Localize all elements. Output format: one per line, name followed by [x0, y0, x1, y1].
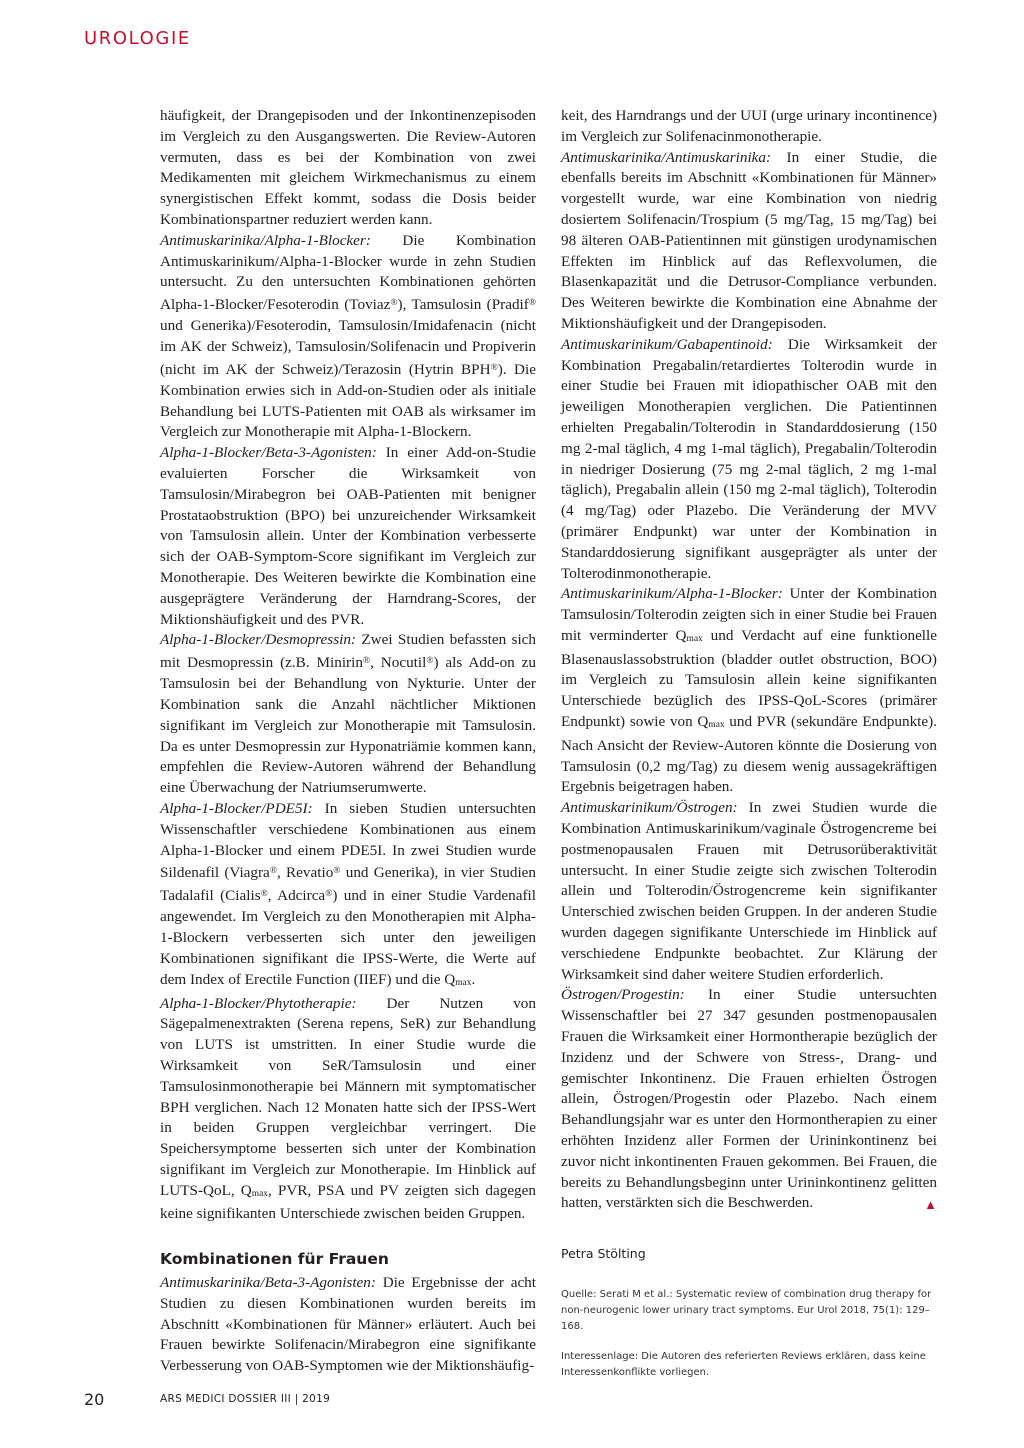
paragraph: Antimuskarinika/Beta-3-Agonisten: Die Ergebnisse der acht Studien zu diesen Kombinationen wurden bereits im Abschnitt «Kombinationen für Männer» erläutert. Auch bei Frauen bewirkte Solifenacin/Mirabegron eine signifikante Verbesserung von OAB-Symptomen wie der Miktionshäufig-: [160, 1274, 536, 1375]
paragraph: häufigkeit, der Drangepisoden und der Inkontinenzepisoden im Vergleich zu den Ausgangswerten. Die Review-Autoren vermuten, dass es bei der Kombination von zwei Medikamenten mit gleichem Wirkmechanismus zu einem synergistischen Effekt kommt, sodass die Dosis beider Kombinationspartner reduziert werden kann.: [160, 107, 536, 228]
subheading-inline: Alpha-1-Blocker/Desmopressin:: [160, 631, 356, 649]
section-heading: Kombinationen für Frauen: [160, 1250, 389, 1269]
subheading-inline: Antimuskarinikum/Alpha-1-Blocker:: [561, 585, 783, 603]
paragraph: Antimuskarinikum/Östrogen: In zwei Studien wurde die Kombination Antimuskarinikum/vaginale Östrogencreme bei postmenopausalen Frauen mit Detrusorüberaktivität untersucht. In einer Studie zeigte sich zwischen Tolterodin allein und Tolterodin/Östrogencreme kein signifikanter Unterschied zwischen beiden Gruppen. In der anderen Studie wurden dagegen signifikante Unterschiede im Hinblick auf verschiedene Endpunkte beobachtet. Zur Klärung der Wirksamkeit sind daher weitere Studien erforderlich.: [561, 799, 937, 983]
subheading-inline: Antimuskarinika/Beta-3-Agonisten:: [160, 1274, 376, 1292]
subheading-inline: Alpha-1-Blocker/Phytotherapie:: [160, 994, 357, 1012]
column-right: [561, 106, 937, 1395]
conflict-of-interest-note: Interessenlage: Die Autoren des referierten Reviews erklären, dass keine Interessenkonflikte vorliegen.: [561, 1350, 926, 1378]
paragraph: Alpha-1-Blocker/PDE5I: In sieben Studien untersuchten Wissenschaftler verschiedene Kombinationen aus einem Alpha-1-Blocker und einem PDE5I. In zwei Studien wurde Sildenafil (Viagra®, Revatio® und Generika), in vier Studien Tadalafil (Cialis®, Adcirca®) und in einer Studie Vardenafil angewendet. Im Vergleich zu den Monotherapien mit Alpha-1-Blockern verbesserten sich unter den jeweiligen Kombinationen signifikant die IPSS-Werte, die Werte auf dem Index of Erectile Function (IIEF) und die Qmax.: [160, 800, 536, 988]
end-triangle-icon: ▲: [924, 1197, 937, 1213]
page-number: 20: [84, 1390, 105, 1409]
subheading-inline: Alpha-1-Blocker/Beta-3-Agonisten:: [160, 444, 377, 462]
paragraph: Östrogen/Progestin: In einer Studie untersuchten Wissenschaftler bei 27 347 gesunden postmenopausalen Frauen die Wirksamkeit einer Hormontherapie bezüglich der Inzidenz und der Schwere von Stress-, Drang- und gemischter Inkontinenz. Die Frauen erhielten Östrogen allein, Östrogen/Progestin oder Plazebo. Nach einem Behandlungsjahr war es unter den Hormontherapien zu einer erhöhten Inzidenz aller Formen der Urininkontinenz bei zuvor nicht inkontinenten Frauen gekommen. Bei Frauen, die bereits zu Behandlungsbeginn unter Urininkontinenz gelitten hatten, verstärkten sich die Beschwerden. ▲: [561, 985, 937, 1214]
author-name: Petra Stölting: [561, 1246, 646, 1262]
paragraph: keit, des Harndrangs und der UUI (urge urinary incontinence) im Vergleich zur Solifenacinmonotherapie.: [561, 107, 937, 145]
page-footer: [84, 1390, 331, 1410]
publication-title: ARS MEDICI DOSSIER III | 2019: [160, 1393, 331, 1405]
subheading-inline: Antimuskarinika/Alpha-1-Blocker:: [160, 231, 371, 249]
column-left: [160, 106, 536, 1377]
paragraph: Antimuskarinikum/Gabapentinoid: Die Wirksamkeit der Kombination Pregabalin/retardiertes Tolterodin wurde in einer Studie bei Frauen mit idiopathischer OAB mit den jeweiligen Monotherapien verglichen. Die Patientinnen erhielten Pregabalin/Tolterodin in Standarddosierung (150 mg 2-mal täglich, 4 mg 1-mal täglich), Pregabalin/Tolterodin in niedriger Dosierung (75 mg 2-mal täglich, 2 mg 1-mal täglich), Pregabalin allein (150 mg 2-mal täglich), Tolterodin (4 mg/Tag) oder Plazebo. Die Veränderung der MVV (primärer Endpunkt) war unter der Kombination in Standarddosierung signifikant ausgeprägter als unter der Tolterodinmonotherapie.: [561, 335, 937, 582]
paragraph: Antimuskarinika/Alpha-1-Blocker: Die Kombination Antimuskarinikum/Alpha-1-Blocker wurde in zehn Studien untersucht. Zu den untersuchten Kombinationen gehörten Alpha-1-Blocker/Fesoterodin (Toviaz®), Tamsulosin (Pradif® und Generika)/Fesoterodin, Tamsulosin/Imidafenacin (nicht im AK der Schweiz), Tamsulosin/Solifenacin und Propiverin (nicht im AK der Schweiz)/Terazosin (Hytrin BPH®). Die Kombination erwies sich in Add-on-Studien oder als initiale Behandlung bei LUTS-Patienten mit OAB als wirksamer im Vergleich zur Monotherapie mit Alpha-1-Blockern.: [160, 231, 536, 441]
paragraph: Alpha-1-Blocker/Desmopressin: Zwei Studien befassten sich mit Desmopressin (z.B. Minirin®, Nocutil®) als Add-on zu Tamsulosin bei der Behandlung von Nykturie. Unter der Kombination sank die Anzahl nächtlicher Miktionen signifikant im Vergleich zur Monotherapie mit Tamsulosin. Da es unter Desmopressin zur Hyponatriämie kommen kann, empfehlen die Review-Autoren während der Behandlung eine Überwachung der Natriumserumwerte.: [160, 631, 536, 797]
subheading-inline: Antimuskarinika/Antimuskarinika:: [561, 148, 772, 166]
subheading-inline: Antimuskarinikum/Gabapentinoid:: [561, 335, 773, 353]
paragraph: Antimuskarinikum/Alpha-1-Blocker: Unter der Kombination Tamsulosin/Tolterodin zeigten sich in einer Studie bei Frauen mit verminderter Qmax und Verdacht auf eine funktionelle Blasenauslassobstruktion (bladder outlet obstruction, BOO) im Vergleich zu Tamsulosin allein keine signifikanten Unterschiede bezüglich des IPSS-QoL-Scores (primärer Endpunkt) sowie von Qmax und PVR (sekundäre Endpunkte). Nach Ansicht der Review-Autoren könnte die Dosierung von Tamsulosin (0,2 mg/Tag) zu diesem wenig aussagekräftigen Ergebnis beigetragen haben.: [561, 585, 937, 796]
subheading-inline: Antimuskarinikum/Östrogen:: [561, 799, 738, 817]
subheading-inline: Alpha-1-Blocker/PDE5I:: [160, 800, 313, 817]
paragraph: Alpha-1-Blocker/Beta-3-Agonisten: In einer Add-on-Studie evaluierten Forscher die Wirksamkeit von Tamsulosin/Mirabegron bei OAB-Patienten mit benigner Prostataobstruktion (BPO) bei unzureichender Wirksamkeit von Tamsulosin allein. Unter der Kombination verbesserte sich der OAB-Symptom-Score signifikant im Vergleich zur Monotherapie. Des Weiteren bewirkte die Kombination eine ausgeprägtere Veränderung der Harndrang-Scores, der Miktionshäufigkeit und des PVR.: [160, 444, 536, 628]
subheading-inline: Östrogen/Progestin:: [561, 986, 685, 1004]
paragraph: Antimuskarinika/Antimuskarinika: In einer Studie, die ebenfalls bereits im Abschnitt «Kombinationen für Männer» vorgestellt wurde, war eine Kombination von niedrig dosiertem Solifenacin/Trospium (5 mg/Tag, 15 mg/Tag) bei 98 älteren OAB-Patientinnen mit günstigen urodynamischen Effekten im Hinblick auf das Reflexvolumen, die Blasenkapazität und die Detrusor-Compliance verbunden. Des Weiteren bewirkte die Kombination eine Abnahme der Miktionshäufigkeit und der Drangepisoden.: [561, 148, 937, 332]
source-note: Quelle: Serati M et al.: Systematic review of combination drug therapy for non-neurogenic lower urinary tract symptoms. Eur Urol 2018, 75(1): 129–168.: [561, 1288, 932, 1332]
paragraph: Alpha-1-Blocker/Phytotherapie: Der Nutzen von Sägepalmenextrakten (Serena repens, SeR) zur Behandlung von LUTS ist umstritten. In einer Studie wurde die Wirksamkeit von SeR/Tamsulosin und einer Tamsulosinmonotherapie bei Männern mit symptomatischer BPH verglichen. Nach 12 Monaten hatte sich der IPSS-Wert in beiden Gruppen vergleichbar verringert. Die Speichersymptome besserten sich unter der Kombination signifikant im Vergleich zur Monotherapie. Im Hinblick auf LUTS-QoL, Qmax, PVR, PSA und PV zeigten sich dagegen keine signifikanten Unterschiede zwischen beiden Gruppen.: [160, 994, 536, 1223]
section-label: UROLOGIE: [84, 28, 191, 49]
